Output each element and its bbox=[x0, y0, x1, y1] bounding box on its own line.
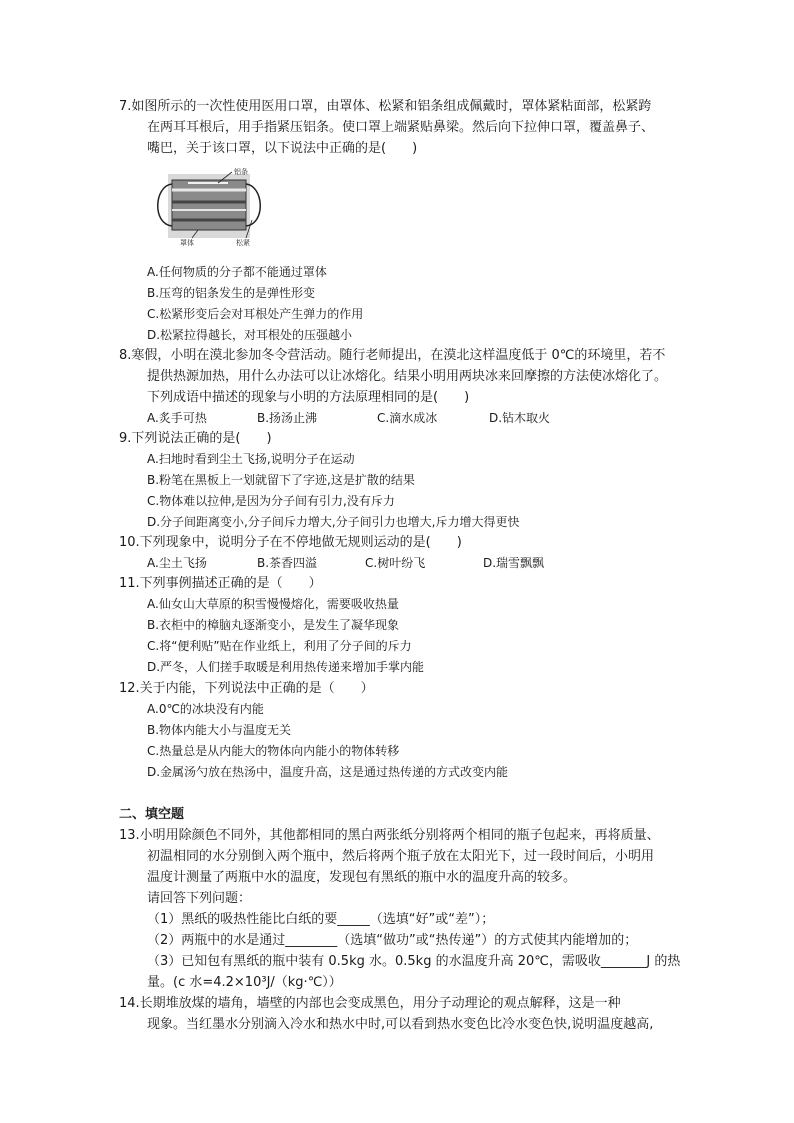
question-10-option-a: A.尘土飞扬 bbox=[147, 556, 207, 570]
question-13-sub-1: （1）黑纸的吸热性能比白纸的要_____（选填“好”或“差”）； bbox=[147, 912, 495, 927]
question-8-option-b: B.扬汤止沸 bbox=[257, 411, 318, 425]
question-11-option-c: C.将“便利贴”贴在作业纸上，利用了分子间的斥力 bbox=[147, 639, 412, 653]
question-7-option-b: B.压弯的铝条发生的是弹性形变 bbox=[147, 286, 316, 300]
question-12-option-d: D.金属汤勺放在热汤中，温度升高，这是通过热传递的方式改变内能 bbox=[147, 765, 509, 779]
question-7-option-d: D.松紧拉得越长，对耳根处的压强越小 bbox=[147, 328, 353, 342]
question-13-line-2: 初温相同的水分别倒入两个瓶中，然后将两个瓶子放在太阳光下，过一段时间后，小明用 bbox=[147, 849, 655, 864]
question-14 bbox=[119, 993, 719, 1035]
mask-body bbox=[172, 180, 246, 230]
question-8 bbox=[119, 345, 719, 408]
question-8-line-2: 提供热源加热，用什么办法可以让冰熔化。结果小明用两块冰来回摩擦的方法使冰熔化了。 bbox=[147, 369, 668, 384]
question-13-sub-3-cont: 量。(c 水=4.2×10³J/（kg·℃）） bbox=[147, 975, 342, 990]
label-body: 罩体 bbox=[180, 239, 194, 246]
question-10-stem: 10.下列现象中，说明分子在不停地做无规则运动的是( ) bbox=[119, 535, 462, 550]
question-10-option-b: B.茶香四溢 bbox=[257, 556, 318, 570]
question-11-option-d: D.严冬，人们搓手取暖是利用热传递来增加手掌内能 bbox=[147, 660, 425, 674]
question-12-option-b: B.物体内能大小与温度无关 bbox=[147, 723, 292, 737]
question-12 bbox=[119, 678, 719, 699]
label-wire: 铝条 bbox=[234, 168, 248, 176]
question-13-line-4: 请回答下列问题： bbox=[147, 891, 252, 906]
question-7-option-c: C.松紧形变后会对耳根处产生弹力的作用 bbox=[147, 307, 364, 321]
question-8-line-3: 下列成语中描述的现象与小明的方法原理相同的是( ) bbox=[147, 390, 470, 405]
question-8-line-1: 8.寒假，小明在漠北参加冬令营活动。随行老师提出，在漠北这样温度低于 0℃的环境里，若不 bbox=[119, 348, 666, 363]
question-9-stem: 9.下列说法正确的是( ) bbox=[119, 431, 272, 446]
question-14-line-2: 现象。当红墨水分别滴入冷水和热水中时,可以看到热水变色比冷水变色快,说明温度越高, bbox=[147, 1017, 654, 1032]
question-9-option-b: B.粉笔在黑板上一划就留下了字迹,这是扩散的结果 bbox=[147, 473, 415, 487]
question-10-option-c: C.树叶纷飞 bbox=[365, 556, 426, 570]
question-8-options bbox=[147, 408, 550, 428]
question-7 bbox=[119, 96, 719, 159]
question-11-option-b: B.衣柜中的樟脑丸逐渐变小，是发生了凝华现象 bbox=[147, 618, 400, 632]
question-11-stem: 11.下列事例描述正确的是（ ） bbox=[119, 576, 322, 591]
question-12-option-a: A.0℃的冰块没有内能 bbox=[147, 702, 264, 716]
question-7-line-2: 在两耳耳根后，用手指紧压铝条。使口罩上端紧贴鼻梁。然后向下拉伸口罩，覆盖鼻子、 bbox=[147, 120, 655, 135]
section-heading-fill-in: 二、填空题 bbox=[119, 807, 185, 822]
question-8-option-d: D.钻木取火 bbox=[489, 411, 551, 425]
question-7-line-1: 7.如图所示的一次性使用医用口罩，由罩体、松紧和铝条组成佩戴时，罩体紧粘面部，松紧跨 bbox=[119, 99, 652, 114]
mask-figure bbox=[148, 166, 270, 246]
question-8-option-c: C.滴水成冰 bbox=[377, 411, 438, 425]
question-7-option-a: A.任何物质的分子都不能通过罩体 bbox=[147, 265, 327, 279]
question-9 bbox=[119, 428, 719, 449]
label-elastic: 松紧 bbox=[236, 239, 250, 246]
question-7-line-3: 嘴巴，关于该口罩，以下说法中正确的是( ) bbox=[147, 141, 418, 156]
question-13-sub-2: （2）两瓶中的水是通过________（选填“做功”或“热传递”）的方式使其内能增加的； bbox=[147, 933, 638, 948]
question-9-option-a: A.扫地时看到尘土飞扬,说明分子在运动 bbox=[147, 452, 355, 466]
question-13-line-1: 13.小明用除颜色不同外，其他都相同的黑白两张纸分别将两个相同的瓶子包起来，再将质量、 bbox=[119, 828, 660, 843]
question-10-options bbox=[147, 553, 544, 573]
question-10-option-d: D.瑞雪飘飘 bbox=[483, 556, 545, 570]
question-9-option-d: D.分子间距离变小,分子间斥力增大,分子间引力也增大,斥力增大得更快 bbox=[147, 515, 520, 529]
question-10 bbox=[119, 532, 719, 553]
question-14-line-1: 14.长期堆放煤的墙角，墙壁的内部也会变成黑色，用分子动理论的观点解释，这是一种 bbox=[119, 996, 621, 1011]
question-12-option-c: C.热量总是从内能大的物体向内能小的物体转移 bbox=[147, 744, 400, 758]
question-11 bbox=[119, 573, 719, 594]
question-9-option-c: C.物体难以拉伸,是因为分子间有引力,没有斥力 bbox=[147, 494, 395, 508]
question-13-sub-3: （3）已知包有黑纸的瓶中装有 0.5kg 水。0.5kg 的水温度升高 20℃，需吸收_______J 的热 bbox=[147, 954, 681, 969]
question-13 bbox=[119, 825, 719, 909]
question-12-stem: 12.关于内能，下列说法中正确的是（ ） bbox=[119, 681, 374, 696]
question-13-line-3: 温度计测量了两瓶中水的温度，发现包有黑纸的瓶中水的温度升高的较多。 bbox=[147, 870, 577, 885]
question-8-option-a: A.炙手可热 bbox=[147, 411, 207, 425]
question-11-option-a: A.仙女山大草原的积雪慢慢熔化，需要吸收热量 bbox=[147, 597, 399, 611]
